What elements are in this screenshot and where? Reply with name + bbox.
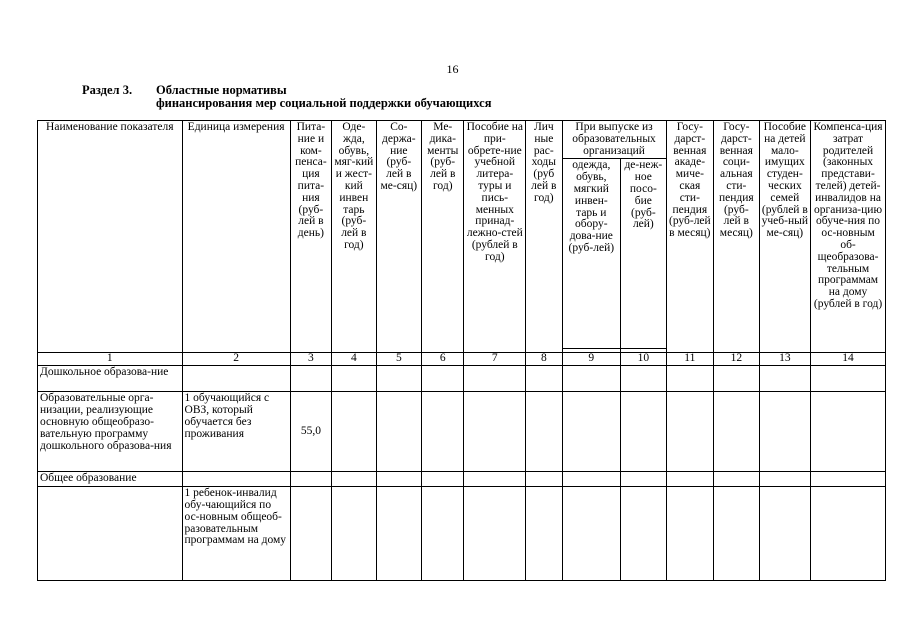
row-label-general: Общее образование [38, 472, 183, 487]
row-label-preschool-org: Образовательные орга-низации, реализующие основную общеобразо-вательную программу дошкольного образова-ния [38, 392, 183, 472]
col-header-graduation-money: де-неж-ное посо-бие (руб-лей) [621, 159, 666, 349]
col-header-clothing: Оде-жда, обувь, мяг-кий и жест-кий инвен тарь (руб-лей в год) [332, 121, 376, 349]
page-number: 16 [446, 62, 459, 76]
heading-line-1: Областные нормативы [156, 83, 287, 97]
col-number: 10 [621, 353, 666, 366]
col-header-low-income-allowance: Пособие на детей мало-имущих студен-ческих семей (рублей в учеб-ный ме-сяц) [759, 121, 811, 349]
col-number: 9 [562, 353, 621, 366]
col-number: 2 [182, 353, 290, 366]
col-header-medicine: Ме-дика-менты (руб-лей в год) [422, 121, 464, 349]
column-numbers-row [38, 353, 886, 366]
table-row [38, 472, 886, 487]
row-unit-preschool: 1 обучающийся с ОВЗ, который обучается без проживания [182, 392, 290, 472]
row-label-preschool: Дошкольное образова-ние [38, 366, 183, 392]
col-number: 7 [464, 353, 526, 366]
col-header-social-stipend: Госу-дарст-венная соци-альная сти-пендия (руб-лей в месяц) [714, 121, 759, 349]
col-header-academic-stipend: Госу-дарст-венная акаде-миче-ская сти-пендия (руб-лей в месяц) [666, 121, 714, 349]
col-number: 6 [422, 353, 464, 366]
col-header-home-education-compensation: Компенса-ция затрат родителей (законных представи-телей) детей-инвалидов на организа-цию обуче-ния по ос-новным об-щеобразова-тельным программам на дому (рублей в год) [811, 121, 886, 349]
col-header-graduation-clothing: одежда, обувь, мягкий инвен-тарь и обору-дова-ние (руб-лей) [562, 159, 621, 349]
col-header-food: Пита-ние и ком-пенса-ция пита-ния (руб-лей в день) [290, 121, 331, 349]
heading-line-2: финансирования мер социальной поддержки обучающихся [156, 96, 492, 110]
col-header-unit: Единица измерения [182, 121, 290, 349]
col-number: 14 [811, 353, 886, 366]
col-number: 5 [376, 353, 421, 366]
col-number: 12 [714, 353, 759, 366]
norms-table [37, 120, 886, 581]
col-number: 13 [759, 353, 811, 366]
col-header-personal-expenses: Лич ные рас-ходы (руб лей в год) [526, 121, 562, 349]
value-preschool-food: 55,0 [290, 392, 331, 472]
col-number: 8 [526, 353, 562, 366]
section-heading [82, 84, 491, 110]
col-number: 3 [290, 353, 331, 366]
col-header-indicator: Наименование показателя [38, 121, 183, 349]
col-header-maintenance: Со-держа-ние (руб-лей в ме-сяц) [376, 121, 421, 349]
table-row [38, 366, 886, 392]
col-number: 11 [666, 353, 714, 366]
col-number: 4 [332, 353, 376, 366]
table-row [38, 392, 886, 472]
table-row [38, 487, 886, 581]
col-header-literature-allowance: Пособие на при-обрете-ние учебной литера-туры и пись-менных принад-лежно-стей (рублей в год) [464, 121, 526, 349]
section-label: Раздел 3. [82, 83, 133, 97]
row-unit-general: 1 ребенок-инвалид обу-чающийся по ос-новным общеоб-разовательным программам на дому [182, 487, 290, 581]
col-number: 1 [38, 353, 183, 366]
col-header-graduation-group: При выпуске из образовательных организаций [562, 121, 666, 159]
